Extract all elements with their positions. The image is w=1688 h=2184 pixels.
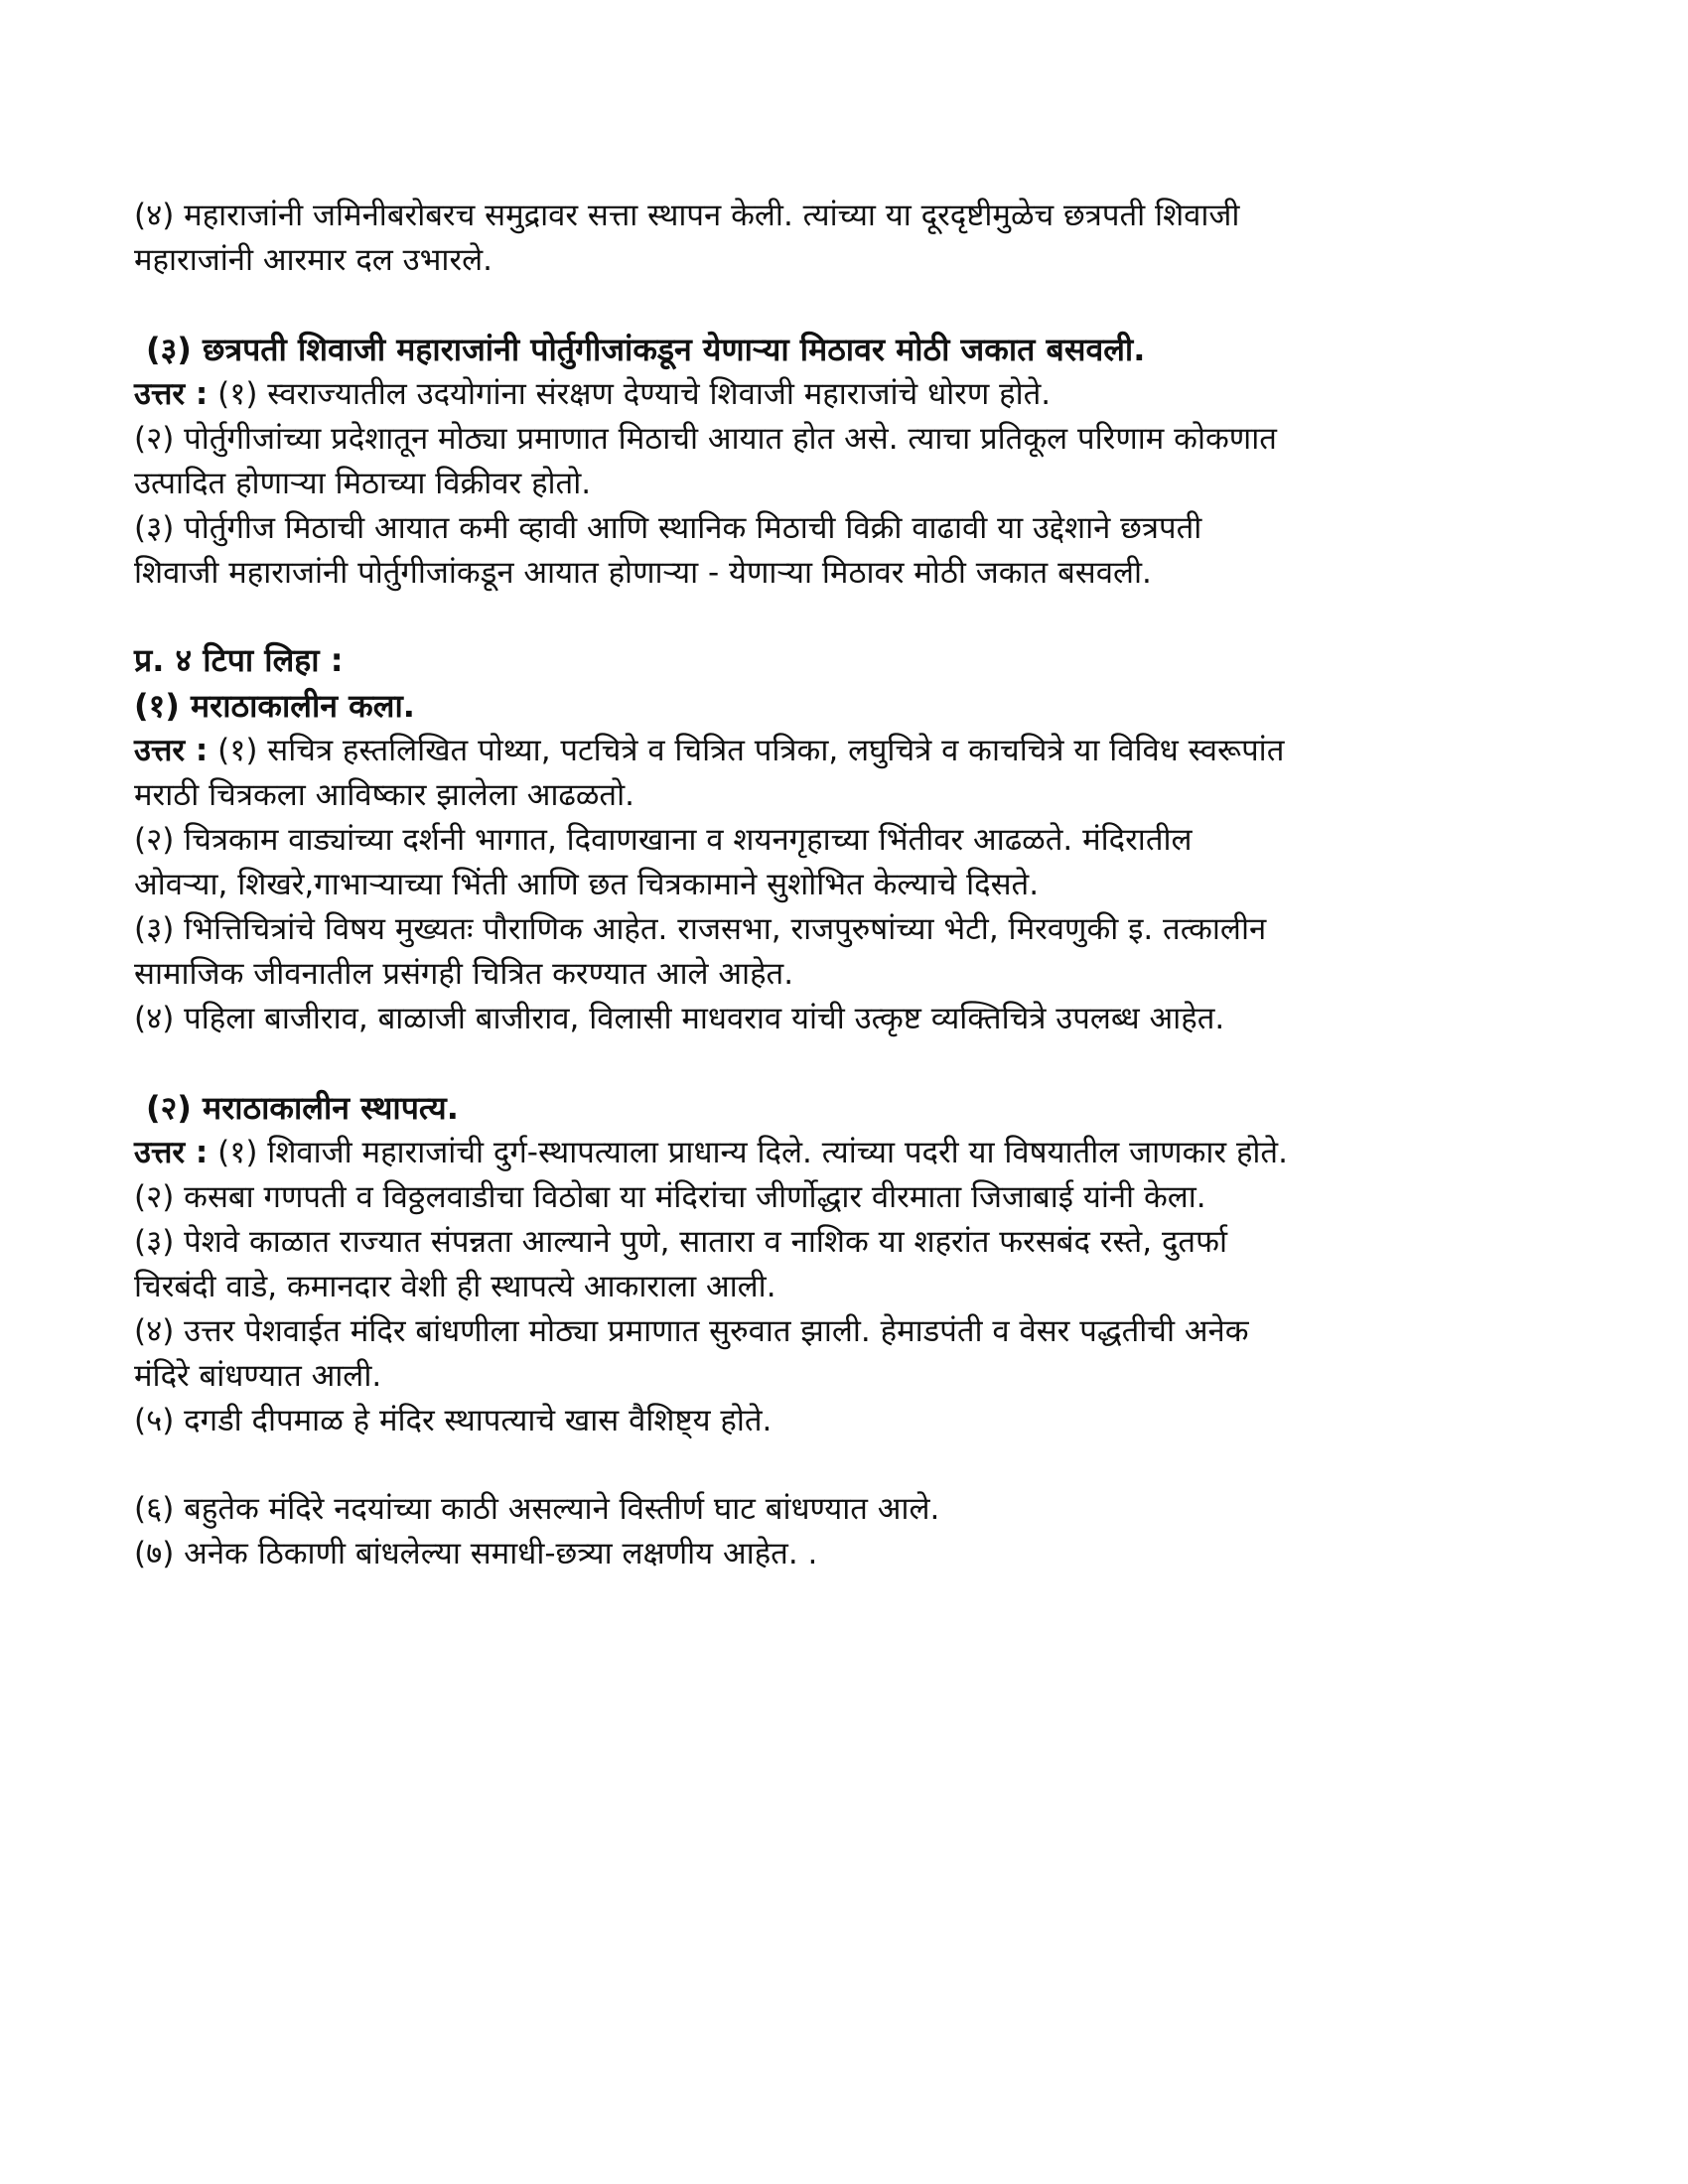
answer-line: (७) अनेक ठिकाणी बांधलेल्या समाधी-छत्र्या लक्षणीय आहेत. .: [134, 1536, 818, 1571]
paragraph-line: (४) महाराजांनी जमिनीबरोबरच समुद्रावर सत्ता स्थापन केली. त्यांच्या या दूरदृष्टीमुळेच छत्रपती शिवाजी: [134, 198, 1240, 233]
answer-line: (४) उत्तर पेशवाईत मंदिर बांधणीला मोठ्या प्रमाणात सुरुवात झाली. हेमाडपंती व वेसर पद्धतीची अनेक: [134, 1313, 1249, 1349]
paragraph-line: महाराजांनी आरमार दल उभारले.: [134, 242, 493, 278]
answer-line: [134, 729, 1554, 773]
answer-line: (३) भित्तिचित्रांचे विषय मुख्यतः पौराणिक आहेत. राजसभा, राजपुरुषांच्या भेटी, मिरवणुकी इ. तत्कालीन: [134, 911, 1267, 947]
answer-line: [134, 372, 1554, 417]
answer-line: (३) पेशवे काळात राज्यात संपन्नता आल्याने पुणे, सातारा व नाशिक या शहरांत फरसबंद रस्ते, दुतर्फा: [134, 1224, 1227, 1260]
subsection-heading: (२) मराठाकालीन स्थापत्य.: [146, 1089, 459, 1127]
answer-line: [134, 1131, 1554, 1175]
answer-text: (१) सचित्र हस्तलिखित पोथ्या, पटचित्रे व चित्रित पत्रिका, लघुचित्रे व काचचित्रे या विविध स्वरूपांत: [208, 733, 1285, 768]
answer-label: उत्तर :: [134, 1135, 209, 1170]
answer-line: (२) चित्रकाम वाड्यांच्या दर्शनी भागात, दिवाणखाना व शयनगृहाच्या भिंतीवर आढळते. मंदिरातील: [134, 822, 1193, 858]
answer-line: (४) पहिला बाजीराव, बाळाजी बाजीराव, विलासी माधवराव यांची उत्कृष्ट व्यक्तिचित्रे उपलब्ध आहेत.: [134, 1001, 1225, 1036]
answer-line: (२) पोर्तुगीजांच्या प्रदेशातून मोठ्या प्रमाणात मिठाची आयात होत असे. त्याचा प्रतिकूल परिणाम कोकणात: [134, 421, 1277, 457]
answer-label: उत्तर :: [134, 733, 209, 768]
answer-line: (५) दगडी दीपमाळ हे मंदिर स्थापत्याचे खास वैशिष्ट्य होते.: [134, 1403, 773, 1438]
answer-label: उत्तर :: [134, 376, 209, 412]
answer-text: (१) शिवाजी महाराजांची दुर्ग-स्थापत्याला प्राधान्य दिले. त्यांच्या पदरी या विषयातील जाणकार होते.: [208, 1135, 1288, 1170]
section-title: प्र. ४ टिपा लिहा :: [134, 641, 344, 679]
subsection-heading: (१) मराठाकालीन कला.: [134, 687, 415, 725]
answer-line: (३) पोर्तुगीज मिठाची आयात कमी व्हावी आणि स्थानिक मिठाची विक्री वाढावी या उद्देशाने छत्रपती: [134, 510, 1202, 546]
document-page: [134, 194, 1554, 1576]
answer-line: मराठी चित्रकला आविष्कार झालेला आढळतो.: [134, 777, 634, 813]
answer-line: सामाजिक जीवनातील प्रसंगही चित्रित करण्यात आले आहेत.: [134, 956, 794, 992]
answer-line: (६) बहुतेक मंदिरे नदयांच्या काठी असल्याने विस्तीर्ण घाट बांधण्यात आले.: [134, 1491, 940, 1527]
answer-line: उत्पादित होणाऱ्या मिठाच्या विक्रीवर होतो.: [134, 466, 592, 501]
answer-line: (२) कसबा गणपती व विठ्ठलवाडीचा विठोबा या मंदिरांचा जीर्णोद्धार वीरमाता जिजाबाई यांनी केला.: [134, 1179, 1206, 1215]
answer-line: मंदिरे बांधण्यात आली.: [134, 1358, 382, 1394]
answer-line: शिवाजी महाराजांनी पोर्तुगीजांकडून आयात होणाऱ्या - येणाऱ्या मिठावर मोठी जकात बसवली.: [134, 555, 1152, 591]
answer-text: (१) स्वराज्यातील उदयोगांना संरक्षण देण्याचे शिवाजी महाराजांचे धोरण होते.: [208, 376, 1052, 412]
question-heading: (३) छत्रपती शिवाजी महाराजांनी पोर्तुगीजांकडून येणाऱ्या मिठावर मोठी जकात बसवली.: [146, 331, 1146, 368]
answer-line: चिरबंदी वाडे, कमानदार वेशी ही स्थापत्ये आकाराला आली.: [134, 1269, 776, 1304]
answer-line: ओवऱ्या, शिखरे,गाभाऱ्याच्या भिंती आणि छत चित्रकामाने सुशोभित केल्याचे दिसते.: [134, 867, 1040, 902]
